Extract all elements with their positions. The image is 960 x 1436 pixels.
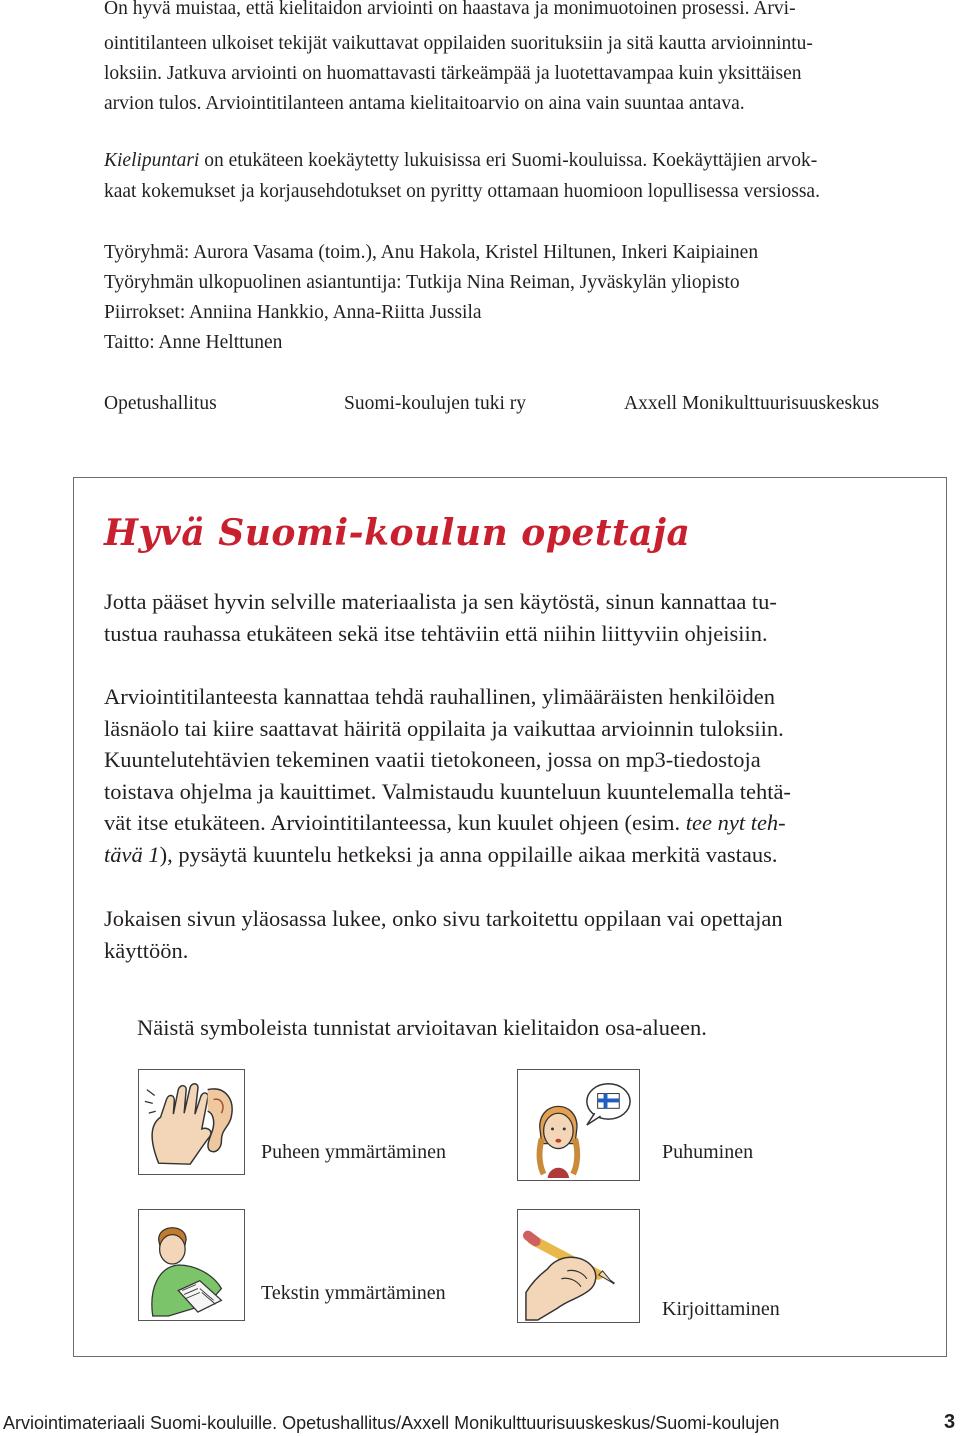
intro-line: arvion tulos. Arviointitilanteen antama kielitaitoarvio on aina vain suuntaa antava. [104,93,745,114]
ear-hand-icon [138,1069,245,1175]
kielipuntari-italic: Kielipuntari [104,150,200,171]
box-paragraph-3 [104,903,901,966]
box-paragraph-1 [104,586,901,649]
symbols-intro: Näistä symboleista tunnistat arvioitavan kielitaidon osa-alueen. [137,1015,707,1040]
credit-layout: Taitto: Anne Helttunen [104,332,283,353]
credit-workgroup: Työryhmä: Aurora Vasama (toim.), Anu Hakola, Kristel Hiltunen, Inkeri Kaipiainen [104,242,759,263]
page-number: 3 [944,1411,956,1433]
credit-illustrations: Piirrokset: Anniina Hankkio, Anna-Riitta Jussila [104,302,482,323]
example-italic: tee nyt teh- [685,810,786,835]
intro-line: ointitilanteen ulkoiset tekijät vaikuttavat oppilaiden suorituksiin ja sitä kautta arvioinnintu- [104,33,813,54]
intro-line: On hyvä muistaa, että kielitaidon arviointi on haastava ja monimuotoinen prosessi. Arvi- [104,0,796,19]
credit-expert: Työryhmän ulkopuolinen asiantuntija: Tutkija Nina Reiman, Jyväskylän yliopisto [104,272,740,293]
boy-reading-icon [138,1209,245,1321]
box-line: vät itse etukäteen. Arviointitilanteessa, kun kuulet ohjeen (esim. [104,810,686,835]
symbol-label-reading: Tekstin ymmärtäminen [261,1282,446,1304]
publisher-suomi-koulujen-tuki: Suomi-koulujen tuki ry [344,393,526,414]
hand-pencil-icon [517,1209,640,1323]
box-line: läsnäolo tai kiire saattavat häiritä oppilaita ja vaikuttaa arvioinnin tuloksiin. [104,715,784,741]
box-line: Kuuntelutehtävien tekeminen vaatii tietokoneen, jossa on mp3-tiedostoja [104,747,761,772]
intro-line: on etukäteen koekäytetty lukuisissa eri Suomi-kouluissa. Koekäyttäjien arvok- [199,150,818,171]
box-line: tustua rauhassa etukäteen sekä itse tehtäviin että niihin liittyviin ohjeisiin. [104,620,768,646]
box-line: toistava ohjelma ja kauittimet. Valmistaudu kuunteluun kuuntelemalla tehtä- [104,778,791,804]
box-paragraph-2 [104,681,901,870]
box-line: Jotta pääset hyvin selville materiaalista ja sen käytöstä, sinun kannattaa tu- [104,589,777,614]
symbol-label-listening: Puheen ymmärtäminen [261,1141,446,1163]
symbol-label-writing: Kirjoittaminen [662,1298,780,1320]
box-line: ), pysäytä kuuntelu hetkeksi ja anna oppilaille aikaa merkitä vastaus. [159,841,778,867]
box-line: Arviointitilanteesta kannattaa tehdä rauhallinen, ylimääräisten henkilöiden [104,684,776,709]
box-line: käyttöön. [104,937,189,963]
girl-speech-flag-icon [517,1069,640,1181]
box-line: Jokaisen sivun yläosassa lukee, onko sivu tarkoitettu oppilaan vai opettajan [104,906,783,931]
intro-line: loksiin. Jatkuva arviointi on huomattavasti tärkeämpää ja luotettavampaa kuin yksittäisen [104,63,802,84]
intro-line: kaat kokemukset ja korjausehdotukset on pyritty ottamaan huomioon lopullisessa versiossa. [104,181,820,202]
publisher-opetushallitus: Opetushallitus [104,393,217,414]
example-italic: tävä 1 [104,841,160,867]
publisher-axxell: Axxell Monikulttuurisuuskeskus [624,393,880,414]
symbol-label-speaking: Puhuminen [662,1141,754,1163]
page-footer: Arviointimateriaali Suomi-kouluille. Opetushallitus/Axxell Monikulttuurisuuskeskus/Suomi-koulujen [3,1413,780,1433]
box-title: Hyvä Suomi-koulun opettaja [104,512,691,554]
